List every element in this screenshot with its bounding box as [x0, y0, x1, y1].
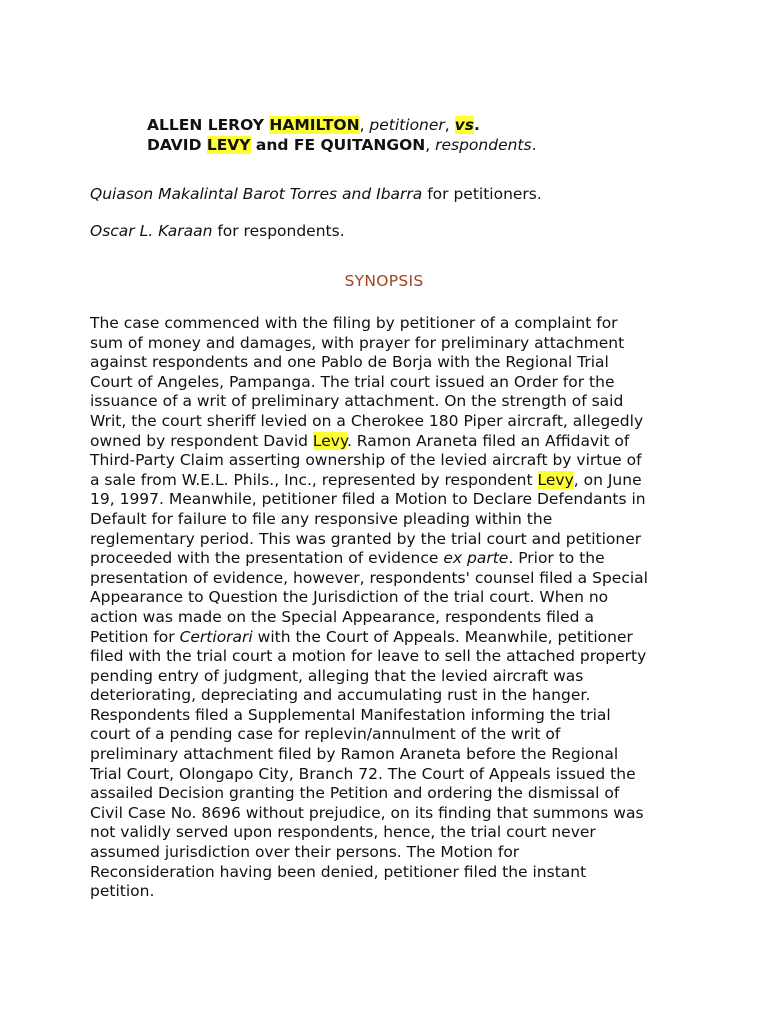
synopsis-text: petition.: [90, 882, 155, 901]
synopsis-line: [90, 725, 690, 745]
synopsis-text: action was made on the Special Appearance, respondents filed a: [90, 607, 594, 626]
synopsis-text: reglementary period. This was granted by the trial court and petitioner: [90, 529, 642, 548]
case-caption: [147, 115, 537, 155]
name-highlight: Levy: [312, 431, 347, 450]
petitioner-name: ALLEN LEROY: [147, 116, 270, 134]
synopsis-line: [90, 490, 690, 510]
caption-line-respondents: [147, 135, 537, 155]
synopsis-line: [90, 373, 690, 393]
synopsis-text: Reconsideration having been denied, petitioner filed the instant: [90, 862, 587, 881]
synopsis-line: [90, 412, 690, 432]
synopsis-line: [90, 432, 690, 452]
synopsis-text: against respondents and one Pablo de Borja with the Regional Trial: [90, 353, 609, 372]
synopsis-line: [90, 530, 690, 550]
synopsis-line: [90, 392, 690, 412]
synopsis-text: pending entry of judgment, alleging that the levied aircraft was: [90, 666, 584, 685]
synopsis-line: [90, 745, 690, 765]
synopsis-line: [90, 334, 690, 354]
synopsis-line: [90, 686, 690, 706]
synopsis-line: [90, 569, 690, 589]
synopsis-line: [90, 314, 690, 334]
synopsis-text: deteriorating, depreciating and accumulating rust in the hanger.: [90, 686, 591, 705]
synopsis-text: assumed jurisdiction over their persons. The Motion for: [90, 843, 520, 862]
counsel-for-petitioners: [90, 184, 542, 204]
synopsis-text: , on June: [573, 470, 642, 489]
italic-term: ex parte: [443, 549, 509, 568]
petitioner-role: petitioner: [369, 116, 445, 134]
synopsis-text: sum of money and damages, with prayer for preliminary attachment: [90, 333, 625, 352]
counsel-for-respondents: [90, 221, 345, 241]
synopsis-line: [90, 784, 690, 804]
synopsis-line: [90, 588, 690, 608]
caption-line-petitioner: [147, 115, 537, 135]
synopsis-line: [90, 804, 690, 824]
synopsis-text: Court of Angeles, Pampanga. The trial court issued an Order for the: [90, 372, 615, 391]
synopsis-text: a sale from W.E.L. Phils., Inc., represented by respondent: [90, 470, 538, 489]
synopsis-text: The case commenced with the filing by petitioner of a complaint for: [90, 314, 618, 332]
synopsis-line: [90, 471, 690, 491]
synopsis-text: Default for failure to file any responsive pleading within the: [90, 509, 553, 528]
respondents-counsel-name: Oscar L. Karaan: [90, 222, 213, 240]
synopsis-body: [90, 314, 690, 902]
synopsis-text: filed with the trial court a motion for leave to sell the attached property: [90, 647, 647, 666]
synopsis-line: [90, 608, 690, 628]
caption-period: .: [473, 116, 480, 134]
synopsis-text: Trial Court, Olongapo City, Branch 72. The Court of Appeals issued the: [90, 764, 636, 783]
italic-term: Certiorari: [179, 627, 253, 646]
co-respondent-name: and FE QUITANGON: [250, 136, 426, 154]
synopsis-line: [90, 863, 690, 883]
synopsis-text: . Prior to the: [508, 549, 605, 568]
synopsis-line: [90, 353, 690, 373]
petitioners-counsel-firm: Quiason Makalintal Barot Torres and Ibarra: [90, 185, 423, 203]
petitioner-surname-highlight: HAMILTON: [269, 116, 360, 134]
synopsis-text: Third-Party Claim asserting ownership of the levied aircraft by virtue of: [90, 451, 642, 470]
synopsis-text: Petition for: [90, 627, 180, 646]
synopsis-text: Civil Case No. 8696 without prejudice, on its finding that summons was: [90, 803, 644, 822]
synopsis-line: [90, 765, 690, 785]
caption-comma: ,: [359, 116, 370, 134]
synopsis-line: [90, 882, 690, 902]
synopsis-text: issuance of a writ of preliminary attachment. On the strength of said: [90, 392, 624, 411]
synopsis-text: assailed Decision granting the Petition and ordering the dismissal of: [90, 784, 620, 803]
synopsis-text: Respondents filed a Supplemental Manifestation informing the trial: [90, 705, 611, 724]
synopsis-text: 19, 1997. Meanwhile, petitioner filed a Motion to Declare Defendants in: [90, 490, 646, 509]
synopsis-line: [90, 823, 690, 843]
synopsis-line: [90, 647, 690, 667]
synopsis-heading: SYNOPSIS: [344, 272, 424, 290]
synopsis-text: not validly served upon respondents, hence, the trial court never: [90, 823, 596, 842]
synopsis-text: with the Court of Appeals. Meanwhile, petitioner: [252, 627, 633, 646]
petitioners-counsel-role: for petitioners.: [422, 185, 542, 203]
synopsis-line: [90, 549, 690, 569]
caption-comma: ,: [425, 136, 436, 154]
respondent-surname-highlight: LEVY: [206, 136, 251, 154]
synopsis-text: Writ, the court sheriff levied on a Cherokee 180 Piper aircraft, allegedly: [90, 411, 644, 430]
respondents-role: respondents: [435, 136, 532, 154]
synopsis-text: preliminary attachment filed by Ramon Araneta before the Regional: [90, 745, 619, 764]
synopsis-text: Appearance to Question the Jurisdiction of the trial court. When no: [90, 588, 609, 607]
respondents-counsel-role: for respondents.: [212, 222, 345, 240]
synopsis-line: [90, 451, 690, 471]
caption-comma: ,: [444, 116, 455, 134]
synopsis-text: owned by respondent David: [90, 431, 313, 450]
caption-period: .: [531, 136, 537, 154]
synopsis-line: [90, 843, 690, 863]
versus-highlight: vs: [454, 116, 474, 134]
synopsis-text: proceeded with the presentation of evidence: [90, 549, 444, 568]
name-highlight: Levy: [537, 470, 574, 489]
synopsis-text: . Ramon Araneta filed an Affidavit of: [346, 431, 630, 450]
respondent-name: DAVID: [147, 136, 207, 154]
synopsis-text: presentation of evidence, however, respondents' counsel filed a Special: [90, 568, 648, 587]
synopsis-line: [90, 706, 690, 726]
synopsis-text: court of a pending case for replevin/annulment of the writ of: [90, 725, 561, 744]
synopsis-line: [90, 510, 690, 530]
synopsis-line: [90, 628, 690, 648]
synopsis-line: [90, 667, 690, 687]
